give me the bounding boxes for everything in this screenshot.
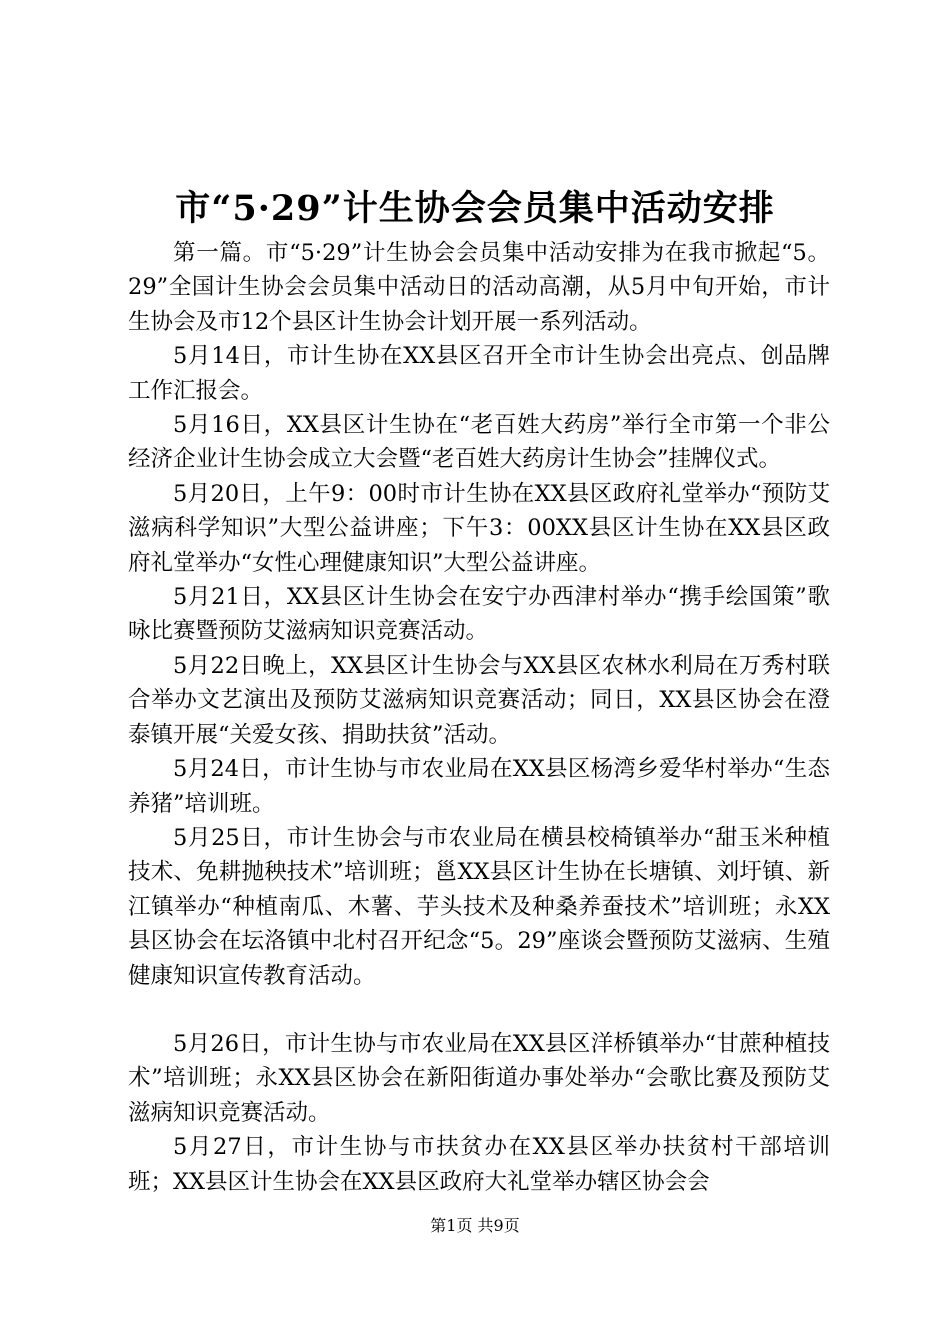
page-number-footer: 第1页 共9页 — [430, 1216, 520, 1235]
paragraph: 5月27日，市计生协与市扶贫办在XX县区举办扶贫村干部培训班；XX县区计生协会在XX县区政府大礼堂举办辖区协会会 — [128, 1134, 830, 1195]
paragraph: 第一篇。市“5·29”计生协会会员集中活动安排为在我市掀起“5。29”全国计生协会会员集中活动日的活动高潮，从5月中旬开始，市计生协会及市12个县区计生协会计划开展一系列活动。 — [128, 240, 830, 335]
paragraph: 5月20日，上午9：00时市计生协在XX县区政府礼堂举办“预防艾滋病科学知识”大型公益讲座；下午3：00XX县区计生协在XX县区政府礼堂举办“女性心理健康知识”大型公益讲座。 — [128, 480, 830, 576]
paragraph: 5月21日，XX县区计生协会在安宁办西津村举办“携手绘国策”歌咏比赛暨预防艾滋病知识竞赛活动。 — [128, 584, 830, 645]
paragraph: 5月14日，市计生协在XX县区召开全市计生协会出亮点、创品牌工作汇报会。 — [128, 343, 830, 404]
paragraph: 5月26日，市计生协与市农业局在XX县区洋桥镇举办“甘蔗种植技术”培训班；永XX县区协会在新阳街道办事处举办“会歌比赛及预防艾滋病知识竞赛活动。 — [128, 1030, 830, 1126]
paragraph-gap — [128, 993, 830, 1027]
paragraph: 5月24日，市计生协与市农业局在XX县区杨湾乡爱华村举办“生态养猪”培训班。 — [128, 756, 830, 817]
paragraph: 5月16日，XX县区计生协在“老百姓大药房”举行全市第一个非公经济企业计生协会成立大会暨“老百姓大药房计生协会”挂牌仪式。 — [128, 412, 830, 473]
document-body — [128, 236, 830, 1199]
paragraph: 5月25日，市计生协会与市农业局在横县校椅镇举办“甜玉米种植技术、免耕抛秧技术”培训班；邕XX县区计生协在长塘镇、刘圩镇、新江镇举办“种植南瓜、木薯、芋头技术及种桑养蚕技术”培训班；永XX县区协会在坛洛镇中北村召开纪念“5。29”座谈会暨预防艾滋病、生殖健康知识宣传教育活动。 — [128, 824, 830, 989]
paragraph: 5月22日晚上，XX县区计生协会与XX县区农林水利局在万秀村联合举办文艺演出及预防艾滋病知识竞赛活动；同日，XX县区协会在澄泰镇开展“关爱女孩、捐助扶贫”活动。 — [128, 652, 830, 748]
document-title: 市“5·29”计生协会会员集中活动安排 — [175, 188, 775, 229]
